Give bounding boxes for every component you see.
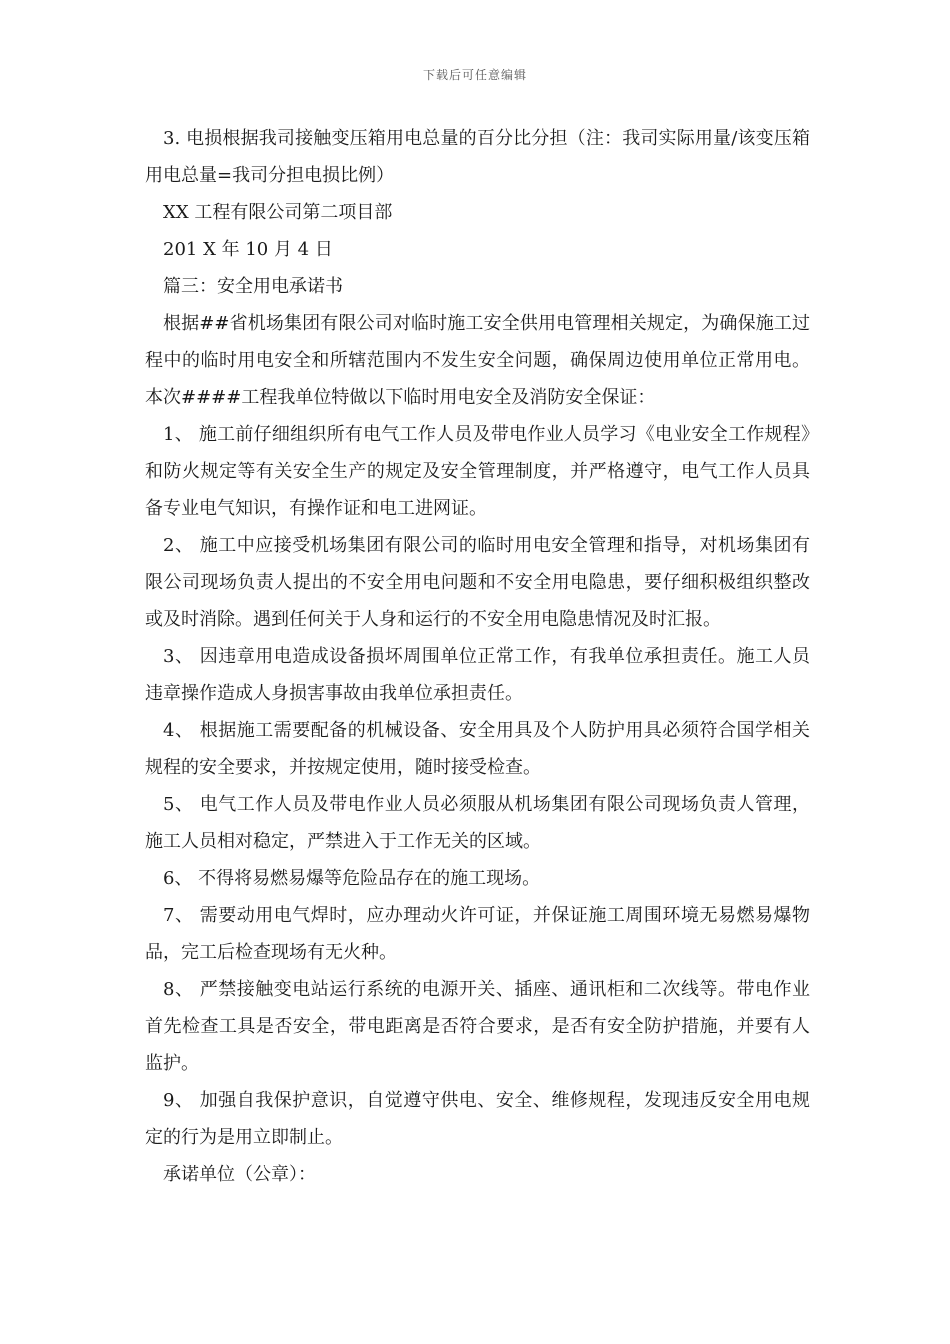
section-title: 篇三：安全用电承诺书	[163, 276, 343, 297]
paragraph-intro: 根据##省机场集团有限公司对临时施工安全供用电管理相关规定，为确保施工过程中的临时用电安全和所辖范围内不发生安全问题，确保周边使用单位正常用电。本次####工程我单位特做以下临时用电安全及消防安全保证：	[145, 313, 810, 408]
list-item-8: 8、 严禁接触变电站运行系统的电源开关、插座、通讯柜和二次线等。带电作业首先检查工具是否安全，带电距离是否符合要求，是否有安全防护措施，并要有人监护。	[145, 979, 810, 1074]
paragraph-electricity-loss: 3. 电损根据我司接触变压箱用电总量的百分比分担（注：我司实际用量/该变压箱用电总量=我司分担电损比例）	[145, 128, 810, 186]
list-item-9: 9、 加强自我保护意识，自觉遵守供电、安全、维修规程，发现违反安全用电规定的行为是用立即制止。	[145, 1090, 810, 1148]
paragraph-date: 201 X 年 10 月 4 日	[163, 239, 333, 260]
signature-line: 承诺单位（公章）：	[163, 1164, 316, 1185]
list-item-3: 3、 因违章用电造成设备损坏周围单位正常工作，有我单位承担责任。施工人员违章操作造成人身损害事故由我单位承担责任。	[145, 646, 810, 704]
list-item-1: 1、 施工前仔细组织所有电气工作人员及带电作业人员学习《电业安全工作规程》和防火规定等有关安全生产的规定及安全管理制度，并严格遵守，电气工作人员具备专业电气知识，有操作证和电工进网证。	[145, 424, 810, 519]
list-item-6: 6、 不得将易燃易爆等危险品存在的施工现场。	[163, 868, 541, 889]
list-item-7: 7、 需要动用电气焊时，应办理动火许可证，并保证施工周围环境无易燃易爆物品，完工后检查现场有无火种。	[145, 905, 810, 963]
list-item-5: 5、 电气工作人员及带电作业人员必须服从机场集团有限公司现场负责人管理，施工人员相对稳定，严禁进入于工作无关的区域。	[145, 794, 810, 852]
page-header: 下载后可任意编辑	[422, 68, 527, 82]
document-body	[145, 120, 810, 1193]
list-item-2: 2、 施工中应接受机场集团有限公司的临时用电安全管理和指导，对机场集团有限公司现场负责人提出的不安全用电问题和不安全用电隐患，要仔细积极组织整改或及时消除。遇到任何关于人身和运行的不安全用电隐患情况及时汇报。	[145, 535, 810, 630]
list-item-4: 4、 根据施工需要配备的机械设备、安全用具及个人防护用具必须符合国学相关规程的安全要求，并按规定使用，随时接受检查。	[145, 720, 810, 778]
paragraph-company-name: XX 工程有限公司第二项目部	[163, 202, 393, 223]
